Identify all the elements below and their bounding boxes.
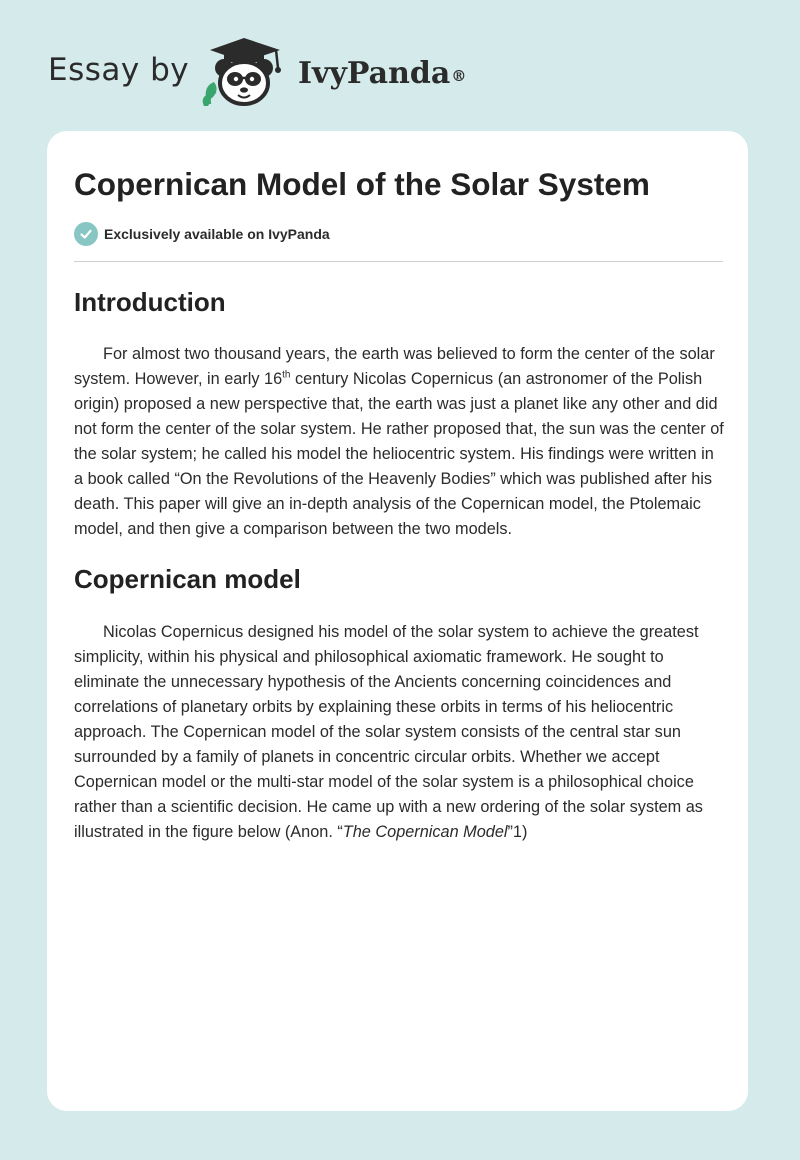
section-heading-copernican-model: Copernican model [74, 564, 301, 594]
paragraph-copernican-model: Nicolas Copernicus designed his model of the solar system to achieve the greatest simplicity, within his physical and philosophical axiomatic framework. He sought to eliminate the unnecessary hypothesis of the Ancients concerning coincidences and correlations of planetary orbits by explaining these orbits in terms of his heliocentric approach. The Copernican model of the solar system consists of the central star sun surrounded by a family of planets in concentric circular orbits. Whether we accept Copernican model or the multi-star model of the solar system is a philosophical choice rather than a scientific decision. He came up with a new ordering of the solar system as illustrated in the figure below (Anon. “The Copernican Model”1) [74, 623, 703, 841]
exclusive-badge-label: Exclusively available on IvyPanda [104, 226, 330, 242]
check-circle-icon [74, 222, 98, 246]
section-heading-introduction: Introduction [74, 287, 226, 317]
page-title: Copernican Model of the Solar System [74, 166, 650, 202]
essay-by-label: Essay by [48, 52, 190, 88]
site-header [0, 0, 800, 130]
registered-mark: ® [451, 67, 467, 85]
essay-card [47, 131, 748, 1111]
paragraph-introduction: For almost two thousand years, the earth was believed to form the center of the solar system. However, in early 16th century Nicolas Copernicus (an astronomer of the Polish origin) proposed a new perspective that, the earth was just a planet like any other and did not form the center of the solar system. He rather proposed that, the sun was the center of the solar system; he called his model the heliocentric system. His findings were written in a book called “On the Revolutions of the Heavenly Bodies” which was published after his death. This paper will give an in-depth analysis of the Copernican model, the Ptolemaic model, and then give a comparison between the two models. [74, 345, 724, 538]
exclusive-badge [74, 222, 330, 246]
ivypanda-logo-icon[interactable] [200, 36, 296, 108]
brand-name[interactable]: IvyPanda® [298, 56, 467, 91]
divider [74, 261, 723, 262]
